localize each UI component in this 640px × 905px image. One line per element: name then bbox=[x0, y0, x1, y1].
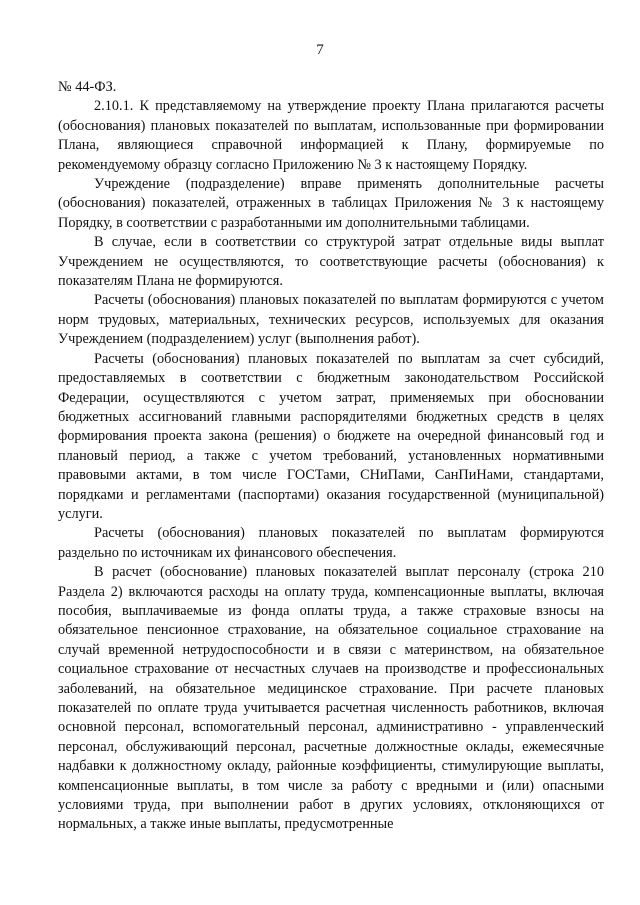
paragraph-personnel-payments: В расчет (обоснование) плановых показателей выплат персоналу (строка 210 Раздела 2) включаются расходы на оплату труда, компенсационные выплаты, включая пособия, выплачиваемые из фонда оплаты труда, а также страховые взносы на обязательное пенсионное страхование, на обязательное социальное страхование на случай временной нетрудоспособности и в связи с материнством, на обязательное социальное страхование от несчастных случаев на производстве и профессиональных заболеваний, на обязательное медицинское страхование. При расчете плановых показателей по оплате труда учитывается расчетная численность работников, включая основной персонал, вспомогательный персонал, административно - управленческий персонал, обслуживающий персонал, расчетные должностные оклады, ежемесячные надбавки к должностному окладу, районные коэффициенты, стимулирующие выплаты, компенсационные выплаты, в том числе за работу с вредными и (или) опасными условиями труда, при выполнении работ в других условиях, отклоняющихся от нормальных, а также иные выплаты, предусмотренные bbox=[58, 564, 604, 833]
paragraph-resource-norms: Расчеты (обоснования) плановых показателей по выплатам формируются с учетом норм трудовых, материальных, технических ресурсов, используемых для оказания Учреждением (подразделением) услуг (выполнения работ). bbox=[58, 292, 604, 348]
paragraph-additional-calculations: Учреждение (подразделение) вправе применять дополнительные расчеты (обоснования) показателей, отраженных в таблицах Приложения № 3 к настоящему Порядку, в соответствии с разработанными им дополнительными таблицами. bbox=[58, 176, 604, 231]
paragraph-funding-sources: Расчеты (обоснования) плановых показателей по выплатам формируются раздельно по источникам их финансового обеспечения. bbox=[58, 525, 604, 561]
paragraph-law-reference: № 44-ФЗ. bbox=[58, 79, 117, 95]
paragraph-no-payments: В случае, если в соответствии со структурой затрат отдельные виды выплат Учреждением не осуществляются, то соответствующие расчеты (обоснования) к показателям Плана не формируются. bbox=[58, 234, 604, 290]
paragraph-2-10-1: 2.10.1. К представляемому на утверждение проекту Плана прилагаются расчеты (обоснования) плановых показателей по выплатам, использованные при формировании Плана, являющиеся справочной информацией к Плану, формируемые по рекомендуемому образцу согласно Приложению № 3 к настоящему Порядку. bbox=[58, 98, 604, 173]
document-body bbox=[58, 78, 604, 835]
page-number: 7 bbox=[316, 42, 324, 58]
paragraph-subsidies: Расчеты (обоснования) плановых показателей по выплатам за счет субсидий, предоставляемых в соответствии с бюджетным законодательством Российской Федерации, осуществляются с учетом затрат, применяемых при обосновании бюджетных ассигнований главными распорядителями бюджетных средств в целях формирования проекта закона (решения) о бюджете на очередной финансовый год и плановый период, а также с учетом требований, установленных нормативными правовыми актами, в том числе ГОСТами, СНиПами, СанПиНами, стандартами, порядками и регламентами (паспортами) оказания государственной (муниципальной) услуги. bbox=[58, 350, 604, 522]
